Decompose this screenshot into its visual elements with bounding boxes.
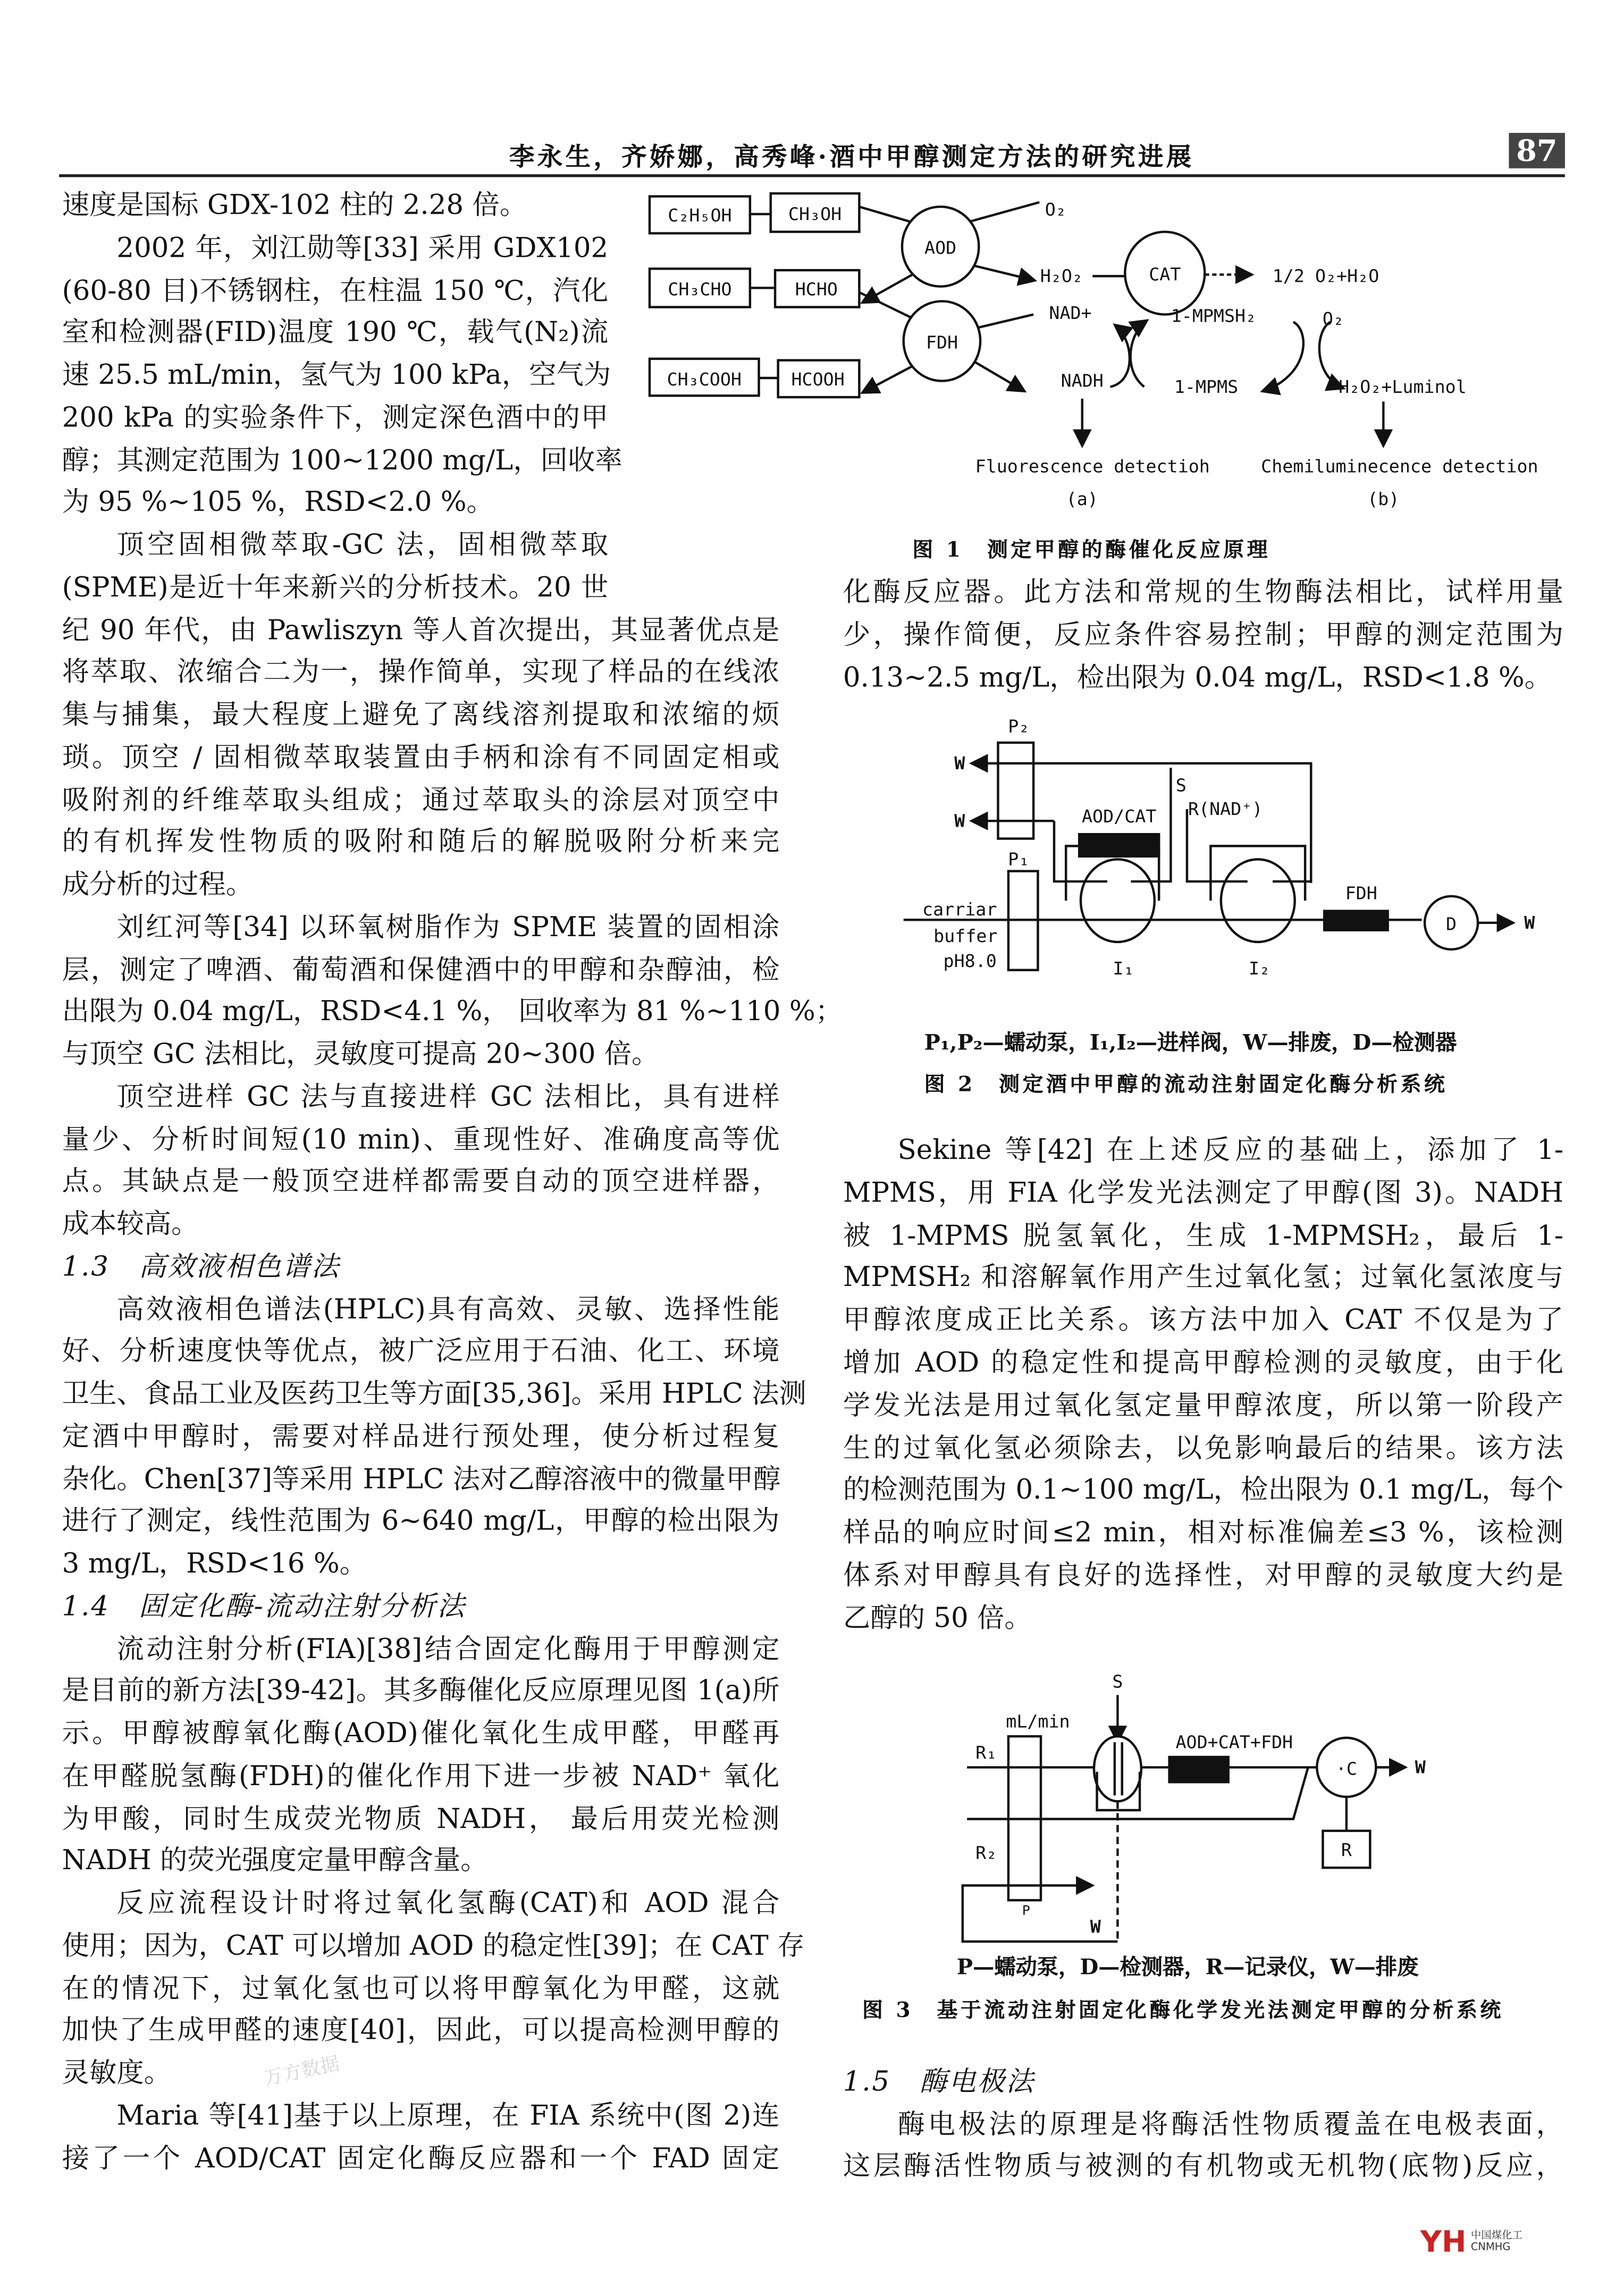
text-line: 使用；因为，CAT 可以增加 AOD 的稳定性[39]；在 CAT 存 <box>62 1931 805 1962</box>
text-line: 刘红河等[34] 以环氧树脂作为 SPME 装置的固相涂 <box>116 912 780 944</box>
text-line: (SPME)是近十年来新兴的分析技术。20 世 <box>62 572 609 604</box>
h2o2-luminol-label: H₂O₂+Luminol <box>1339 376 1467 397</box>
text-line: 样品的响应时间≤2 min，相对标准偏差≤3 %，该检测 <box>843 1518 1564 1549</box>
text-line: 纪 90 年代，由 Pawliszyn 等人首次提出，其显著优点是 <box>62 615 780 646</box>
mpms-label: 1-MPMS <box>1174 376 1239 397</box>
detector-label: D <box>1446 913 1457 935</box>
text-line: 速度是国标 GDX-102 柱的 2.28 倍。 <box>62 190 527 222</box>
flow-rate-label: mL/min <box>1006 1711 1070 1732</box>
waste-label: W <box>1415 1756 1426 1778</box>
text-line: 吸附剂的纤维萃取头组成；通过萃取头的涂层对顶空中 <box>62 785 780 816</box>
page-number: 87 <box>1509 133 1564 169</box>
text-line: 生的过氧化氢必须除去，以免影响最后的结果。该方法 <box>843 1433 1564 1464</box>
panel-a-label: (a) <box>1066 488 1098 509</box>
text-line: 2002 年，刘江勋等[33] 采用 GDX102 <box>116 233 609 264</box>
text-line: 的检测范围为 0.1~100 mg/L，检出限为 0.1 mg/L，每个 <box>843 1475 1564 1507</box>
figure-3-legend: P—蠕动泵，D—检测器，R—记录仪，W—排废 <box>956 1955 1419 1980</box>
text-line: 在的情况下，过氧化氢也可以将甲醇氧化为甲醛，这就 <box>62 1973 780 2005</box>
text-line: 甲醇浓度成正比关系。该方法中加入 CAT 不仅是为了 <box>843 1305 1564 1336</box>
text-line: MPMS，用 FIA 化学发光法测定了甲醇(图 3)。NADH <box>843 1178 1564 1209</box>
enzyme-reactor <box>1169 1757 1228 1782</box>
footer-logo <box>1420 2224 1522 2259</box>
recorder-label: R <box>1341 1839 1352 1861</box>
cat-label: CAT <box>1149 264 1181 285</box>
injection-valve <box>1094 1736 1141 1801</box>
text-line: 出限为 0.04 mg/L，RSD<4.1 %， 回收率为 81 %~110 %； <box>62 997 843 1028</box>
text-line: 为甲酸，同时生成荧光物质 NADH， 最后用荧光检测 <box>62 1803 780 1835</box>
text-line: 卫生、食品工业及医药卫生等方面[35,36]。采用 HPLC 法测 <box>62 1378 806 1410</box>
text-line: Maria 等[41]基于以上原理，在 FIA 系统中(图 2)连 <box>116 2100 780 2132</box>
text-line: 顶空进样 GC 法与直接进样 GC 法相比，具有进样 <box>116 1082 780 1113</box>
text-line: 酶电极法的原理是将酶活性物质覆盖在电极表面， <box>897 2109 1564 2140</box>
logo-mark: YH <box>1420 2223 1467 2259</box>
sample-label: S <box>1112 1671 1123 1692</box>
box-hcooh-label: HCOOH <box>791 368 845 390</box>
fdh-label: FDH <box>1345 882 1377 904</box>
text-line: 醇；其测定范围为 100~1200 mg/L，回收率 <box>62 445 622 476</box>
buffer-label: buffer <box>933 925 998 946</box>
text-line: 高效液相色谱法(HPLC)具有高效、灵敏、选择性能 <box>116 1294 780 1325</box>
injection-valve-2 <box>1221 859 1295 942</box>
enzyme-label: AOD+CAT+FDH <box>1175 1731 1293 1753</box>
box-hcho-label: HCHO <box>795 279 838 300</box>
waste-label: W <box>1090 1916 1101 1937</box>
text-line: 学发光法是用过氧化氢定量甲醇浓度，所以第一阶段产 <box>843 1390 1564 1422</box>
p1-label: P₁ <box>1008 848 1030 870</box>
text-line: 定酒中甲醇时，需要对样品进行预处理，使分析过程复 <box>62 1421 780 1453</box>
figure-3-caption: 图 3 基于流动注射固定化酶化学发光法测定甲醇的分析系统 <box>862 1999 1504 2023</box>
detector-label: ·C <box>1335 1758 1357 1779</box>
text-line: 加快了生成甲醛的速度[40]，因此，可以提高检测甲醇的 <box>62 2015 780 2047</box>
text-line: 在甲醛脱氢酶(FDH)的催化作用下进一步被 NAD⁺ 氧化 <box>62 1761 780 1792</box>
cat-product-label: 1/2 O₂+H₂O <box>1272 265 1379 287</box>
watermark: 万方数据 <box>262 2053 342 2091</box>
text-line: 流动注射分析(FIA)[38]结合固定化酶用于甲醇测定 <box>116 1634 780 1665</box>
text-line: 室和检测器(FID)温度 190 ℃，载气(N₂)流 <box>62 317 609 349</box>
text-line: 接了一个 AOD/CAT 固定化酶反应器和一个 FAD 固定 <box>62 2143 780 2174</box>
nad-label: NAD+ <box>1049 302 1092 323</box>
text-line: 增加 AOD 的稳定性和提高甲醇检测的灵敏度，由于化 <box>843 1348 1564 1379</box>
text-line: 将萃取、浓缩合二为一，操作简单，实现了样品的在线浓 <box>62 657 780 688</box>
text-line: 灵敏度。 <box>62 2058 172 2089</box>
text-line: 与顶空 GC 法相比，灵敏度可提高 20~300 倍。 <box>62 1039 659 1071</box>
injection-valve-1 <box>1081 859 1155 942</box>
fdh-label: FDH <box>925 332 958 353</box>
figure-1-caption: 图 1 测定甲醇的酶催化反应原理 <box>912 539 1271 563</box>
text-line: 层，测定了啤酒、葡萄酒和保健酒中的甲醇和杂醇油，检 <box>62 954 780 986</box>
r1-label: R₁ <box>975 1742 997 1763</box>
valve-2-label: I₂ <box>1248 958 1270 979</box>
box-c2h5oh-label: C₂H₅OH <box>668 205 732 226</box>
running-header: 李永生，齐娇娜，高秀峰·酒中甲醇测定方法的研究进展 <box>509 143 1194 173</box>
fluorescence-detection-label: Fluorescence detectioh <box>975 456 1210 477</box>
figure-1 <box>650 194 1383 446</box>
o2-right-label: O₂ <box>1322 308 1344 330</box>
waste-label: W <box>954 810 965 831</box>
sample-label: S <box>1175 775 1187 796</box>
r2-label: R₂ <box>975 1842 997 1863</box>
section-heading: 1.5 酶电极法 <box>843 2067 1035 2098</box>
h2o2-label: H₂O₂ <box>1040 265 1083 287</box>
aod-label: AOD <box>924 237 957 258</box>
valve-1-label: I₁ <box>1113 958 1134 979</box>
text-line: 量少、分析时间短(10 min)、重现性好、准确度高等优 <box>62 1124 780 1156</box>
text-line: 成分析的过程。 <box>62 869 254 901</box>
text-line: 是目前的新方法[39-42]。其多酶催化反应原理见图 1(a)所 <box>62 1676 780 1708</box>
box-ch3oh-label: CH₃OH <box>788 203 842 224</box>
text-line: 乙醇的 50 倍。 <box>843 1603 1032 1634</box>
waste-label: W <box>954 752 965 774</box>
fdh-reactor <box>1324 911 1387 930</box>
o2-top-label: O₂ <box>1045 199 1066 220</box>
text-line: 200 kPa 的实验条件下，测定深色酒中的甲 <box>62 402 609 434</box>
reagent-label: R(NAD⁺) <box>1188 798 1263 820</box>
panel-b-label: (b) <box>1367 488 1400 509</box>
figure-2-legend: P₁,P₂—蠕动泵，I₁,I₂—进样阀，W—排废，D—检测器 <box>924 1030 1457 1056</box>
text-line: 好、分析速度快等优点，被广泛应用于石油、化工、环境 <box>62 1336 780 1368</box>
carrier-label: carriar <box>922 898 997 920</box>
figure-2-caption: 图 2 测定酒中甲醇的流动注射固定化酶分析系统 <box>924 1073 1448 1097</box>
text-line: 的有机挥发性物质的吸附和随后的解脱吸附分析来完 <box>62 827 780 859</box>
text-line: (60-80 目)不锈钢柱，在柱温 150 ℃，汽化 <box>62 275 609 307</box>
ph-label: pH8.0 <box>943 951 997 972</box>
p2-label: P₂ <box>1008 716 1030 737</box>
text-line: 琐。顶空 / 固相微萃取装置由手柄和涂有不同固定相或 <box>62 742 780 774</box>
logo-text-cn: 中国煤化工 <box>1470 2229 1523 2241</box>
text-line: 体系对甲醇具有良好的选择性，对甲醇的灵敏度大约是 <box>843 1560 1564 1592</box>
text-line: 少，操作简便，反应条件容易控制；甲醇的测定范围为 <box>843 619 1564 651</box>
text-line: 这层酶活性物质与被测的有机物或无机物(底物)反应， <box>843 2151 1564 2182</box>
chemiluminescence-detection-label: Chemiluminecence detection <box>1261 456 1538 477</box>
text-line: 杂化。Chen[37]等采用 HPLC 法对乙醇溶液中的微量甲醇 <box>62 1464 781 1495</box>
text-line: NADH 的荧光强度定量甲醇含量。 <box>62 1846 488 1877</box>
text-line: 反应流程设计时将过氧化氢酶(CAT)和 AOD 混合 <box>116 1888 780 1920</box>
pump-label: P <box>1022 1903 1030 1919</box>
nadh-label: NADH <box>1061 370 1104 391</box>
text-line: 顶空固相微萃取-GC 法，固相微萃取 <box>116 530 609 561</box>
text-line: MPMSH₂ 和溶解氧作用产生过氧化氢；过氧化氢浓度与 <box>843 1263 1564 1294</box>
text-line: 化酶反应器。此方法和常规的生物酶法相比，试样用量 <box>843 577 1564 609</box>
box-ch3cho-label: CH₃CHO <box>668 279 732 300</box>
logo-text-en: CNMHG <box>1470 2241 1511 2254</box>
section-heading: 1.3 高效液相色谱法 <box>62 1251 340 1283</box>
mpmsh2-label: 1-MPMSH₂ <box>1171 305 1257 326</box>
aod-cat-label: AOD/CAT <box>1081 805 1157 827</box>
text-line: 点。其缺点是一般顶空进样都需要自动的顶空进样器， <box>62 1166 780 1198</box>
text-line: 进行了测定，线性范围为 6~640 mg/L，甲醇的检出限为 <box>62 1506 780 1537</box>
text-line: 成本较高。 <box>62 1209 199 1240</box>
text-line: 3 mg/L，RSD<16 %。 <box>62 1549 367 1580</box>
aod-cat-reactor <box>1079 834 1159 856</box>
box-ch3cooh-label: CH₃COOH <box>667 368 742 390</box>
text-line: 示。甲醇被醇氧化酶(AOD)催化氧化生成甲醛，甲醛再 <box>62 1718 780 1750</box>
waste-label: W <box>1524 912 1535 933</box>
text-line: 被 1-MPMS 脱氢氧化，生成 1-MPMSH₂，最后 1- <box>843 1220 1564 1252</box>
text-line: 0.13~2.5 mg/L，检出限为 0.04 mg/L，RSD<1.8 %。 <box>843 662 1552 694</box>
pump-p2 <box>998 743 1033 839</box>
text-line: 为 95 %~105 %，RSD<2.0 %。 <box>62 487 494 519</box>
text-line: Sekine 等[42] 在上述反应的基础上，添加了 1- <box>897 1135 1564 1167</box>
text-line: 速 25.5 mL/min，氢气为 100 kPa，空气为 <box>62 360 611 391</box>
section-heading: 1.4 固定化酶-流动注射分析法 <box>62 1591 466 1623</box>
text-line: 集与捕集，最大程度上避免了离线溶剂提取和浓缩的烦 <box>62 700 780 731</box>
